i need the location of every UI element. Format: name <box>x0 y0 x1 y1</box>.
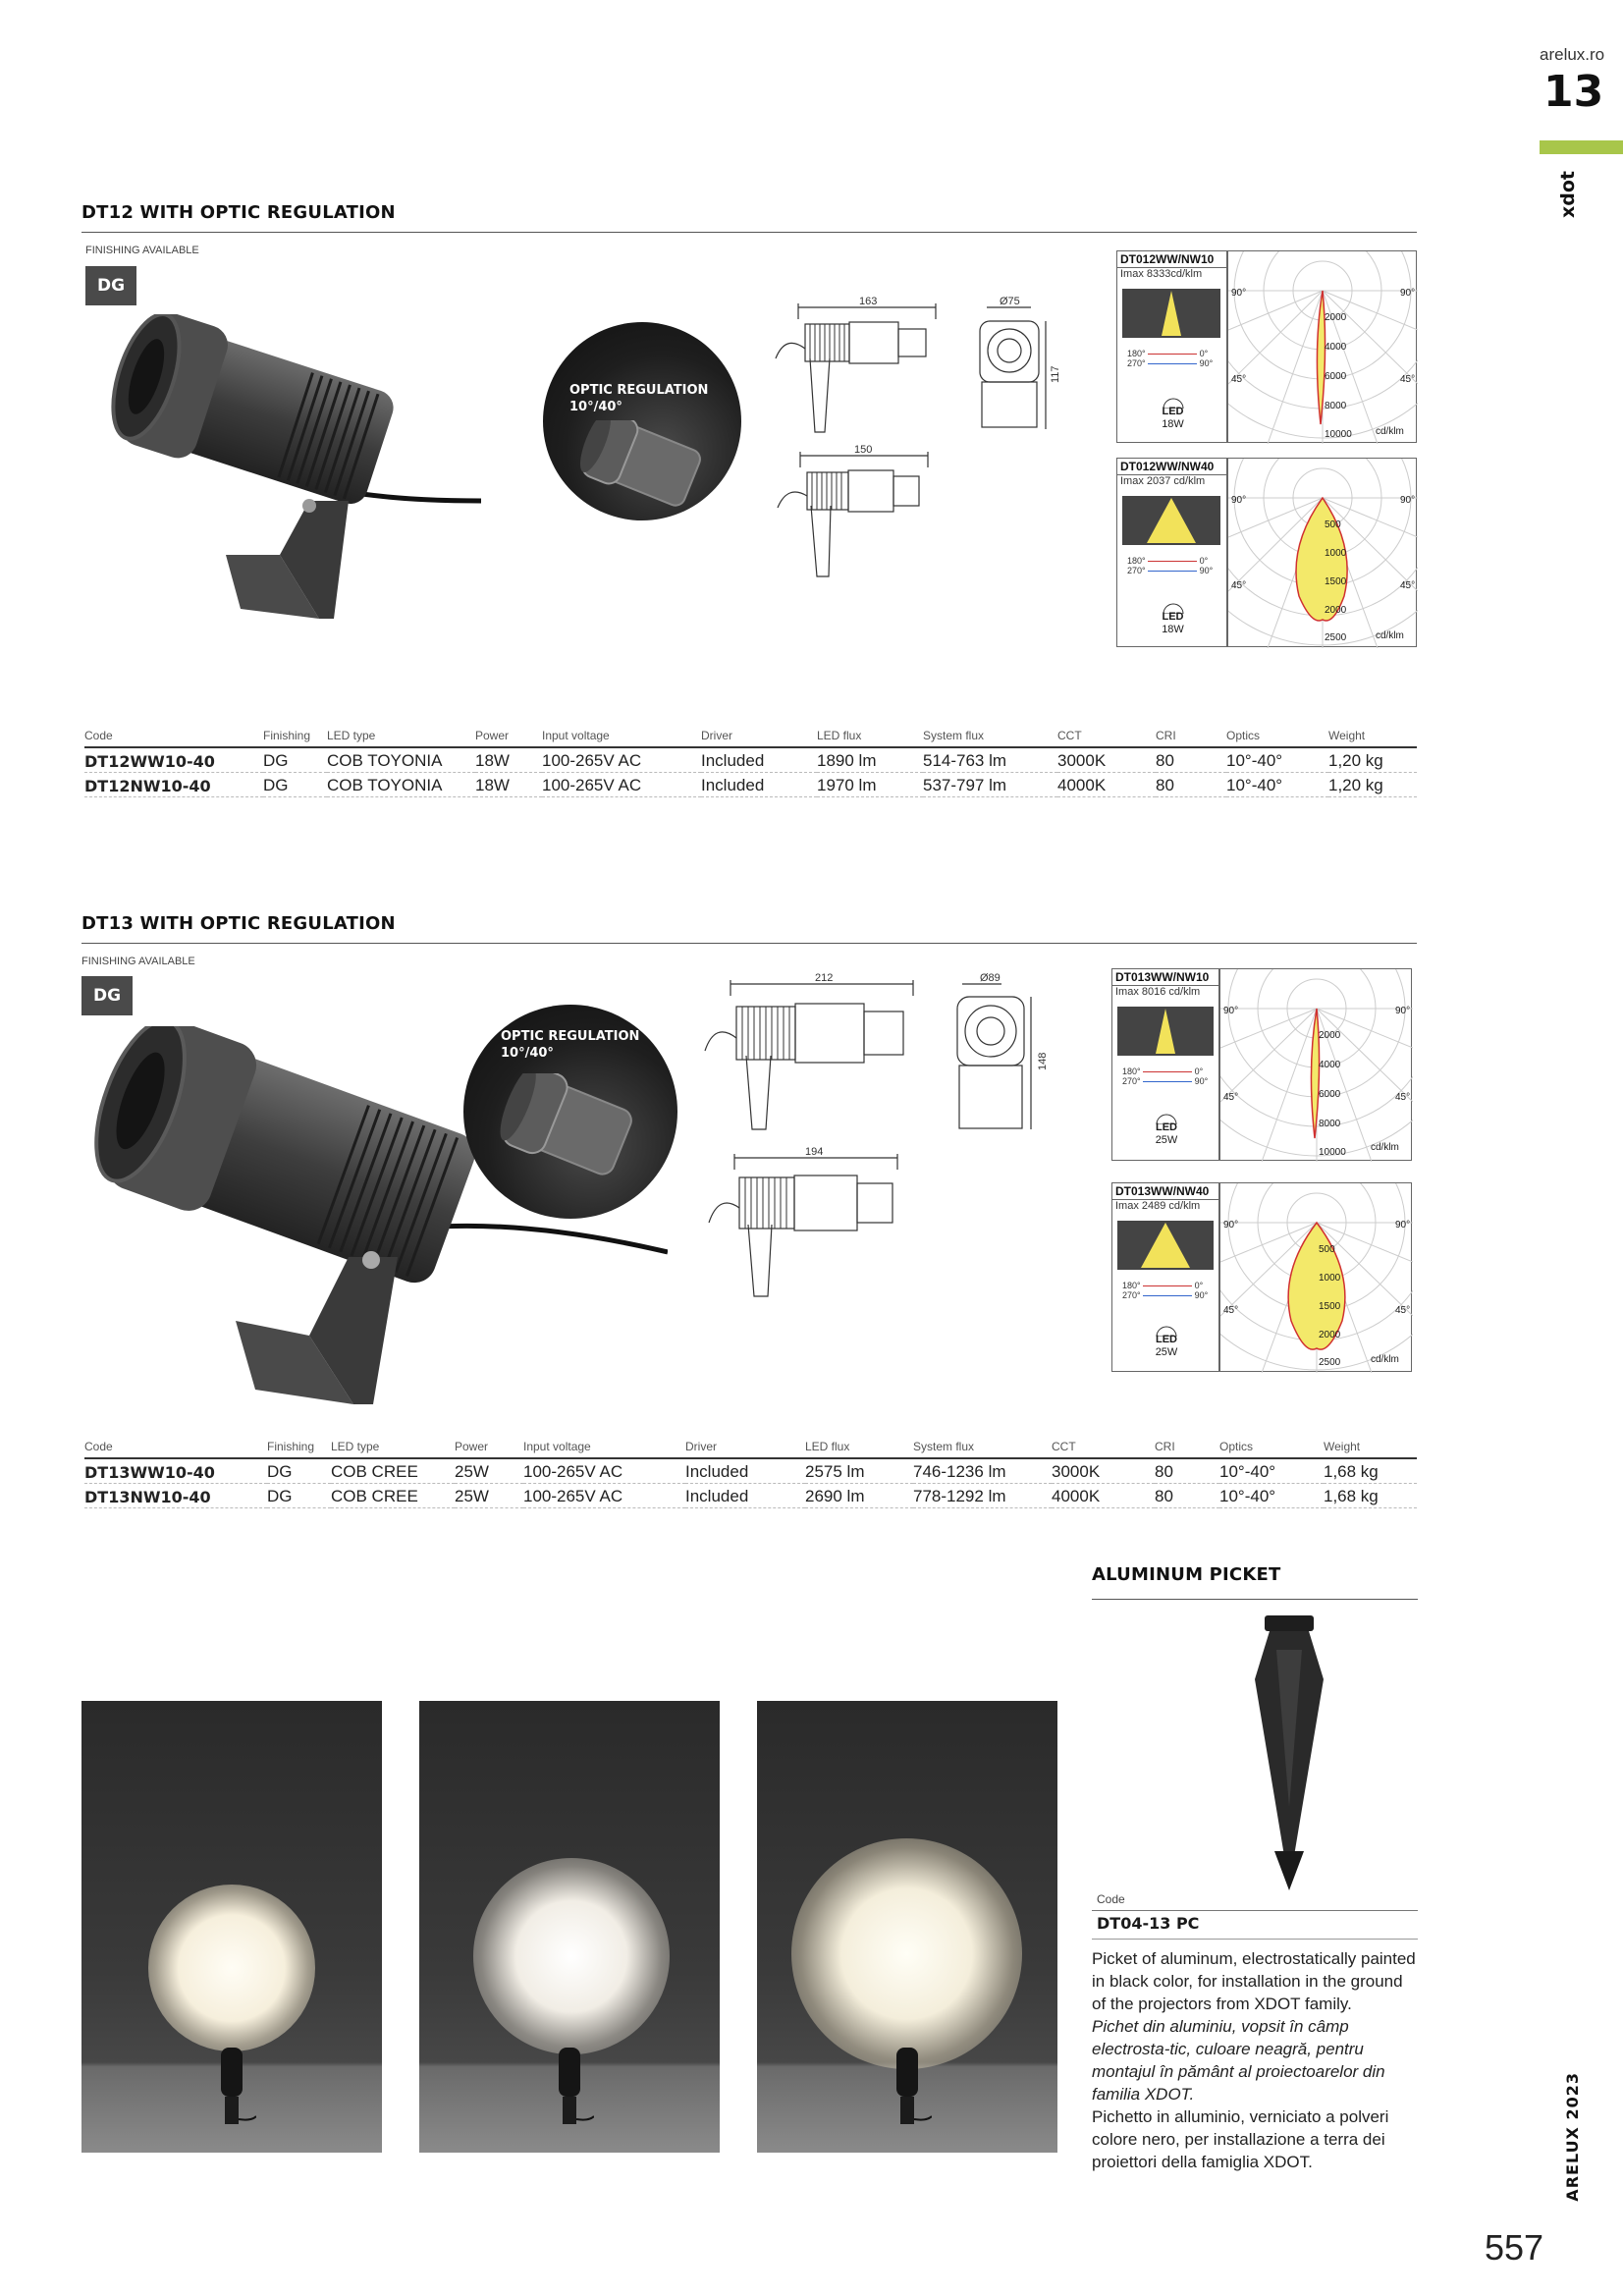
optic-lens-detail <box>498 1073 655 1181</box>
led-label: LED <box>1156 1334 1177 1345</box>
legend-lines: 180° 0° 270° 90° <box>1122 1281 1209 1300</box>
optic-regulation-callout-dt12 <box>543 322 741 520</box>
finishing-label-dt13: FINISHING AVAILABLE <box>81 956 195 967</box>
projector-silhouette <box>207 2043 256 2131</box>
product-image-dt12 <box>108 314 481 638</box>
technical-drawing-dt12 <box>746 290 1080 584</box>
beam-icon <box>1122 496 1220 545</box>
picket-code-label: Code <box>1097 1892 1125 1906</box>
picket-code-rule-bottom <box>1092 1939 1418 1940</box>
table-row: DT12NW10-40 DG COB TOYONIA 18W 100-265V AC Included 1970 lm 537-797 lm 4000K 80 10°-40° 1,20 kg <box>84 773 1417 797</box>
projector-silhouette <box>883 2043 932 2131</box>
polar-plot: 90° 90° 45° 45° 500 1000 1500 2000 2500 cd/klm <box>1219 1182 1412 1372</box>
light-spot <box>791 1838 1022 2069</box>
dim-height: 117 <box>1050 365 1061 383</box>
polar-plot: 90° 90° 45° 45° 500 1000 1500 2000 2500 cd/klm <box>1227 458 1417 647</box>
section-rule-dt12 <box>81 232 1417 233</box>
legend-lines: 180° 0° 270° 90° <box>1127 349 1214 368</box>
power-label: 25W <box>1155 1346 1178 1358</box>
diagram-legend-box <box>1111 1182 1219 1372</box>
brand-vertical-label: xdot <box>1557 171 1579 218</box>
diagram-code: DT013WW/NW10 <box>1112 969 1218 986</box>
led-label: LED <box>1162 611 1184 623</box>
section-title-dt13: DT13 WITH OPTIC REGULATION <box>81 913 396 934</box>
power-label: 18W <box>1162 418 1184 430</box>
site-url[interactable]: arelux.ro <box>1540 45 1605 64</box>
page-number: 557 <box>1485 2227 1544 2268</box>
legend-lines: 180° 0° 270° 90° <box>1127 556 1214 575</box>
chapter-number: 13 <box>1543 67 1604 117</box>
section-rule-picket <box>1092 1599 1418 1600</box>
optic-regulation-range: 10°/40° <box>569 400 622 414</box>
table-header-row: Code Finishing LED type Power Input voltage Driver LED flux System flux CCT CRI Optics Weight <box>84 1440 1417 1458</box>
beam-photo-40deg <box>757 1701 1057 2153</box>
light-spot <box>473 1858 670 2054</box>
diagram-imax: Imax 8333cd/klm <box>1120 268 1203 280</box>
beam-icon <box>1117 1007 1214 1056</box>
diagram-legend-box <box>1111 968 1219 1161</box>
finish-badge-dt13: DG <box>81 976 133 1015</box>
picket-code: DT04-13 PC <box>1097 1914 1200 1933</box>
section-title-dt12: DT12 WITH OPTIC REGULATION <box>81 202 396 223</box>
polar-plot: 90° 90° 45° 45° 2000 4000 6000 8000 10000 cd/klm <box>1227 250 1417 443</box>
dim-length-bottom: 194 <box>805 1146 824 1158</box>
table-row: DT13WW10-40 DG COB CREE 25W 100-265V AC Included 2575 lm 746-1236 lm 3000K 80 10°-40° 1,68 kg <box>84 1458 1417 1484</box>
dim-length-top: 163 <box>859 296 878 307</box>
chapter-accent-bar <box>1540 140 1623 154</box>
technical-drawing-dt13 <box>677 967 1060 1306</box>
beam-icon <box>1117 1221 1214 1270</box>
spec-table-dt12 <box>84 729 1417 797</box>
beam-photo-25deg <box>419 1701 720 2153</box>
legend-lines: 180° 0° 270° 90° <box>1122 1066 1209 1086</box>
led-label: LED <box>1162 406 1184 417</box>
polar-plot: 90° 90° 45° 45° 2000 4000 6000 8000 10000 cd/klm <box>1219 968 1412 1161</box>
table-row: DT13NW10-40 DG COB CREE 25W 100-265V AC Included 2690 lm 778-1292 lm 4000K 80 10°-40° 1,68 kg <box>84 1484 1417 1508</box>
finishing-label-dt12: FINISHING AVAILABLE <box>85 245 199 256</box>
table-header-row: Code Finishing LED type Power Input voltage Driver LED flux System flux CCT CRI Optics Weight <box>84 729 1417 747</box>
diagram-legend-box <box>1116 458 1227 647</box>
section-title-picket: ALUMINUM PICKET <box>1092 1564 1281 1585</box>
light-spot <box>148 1885 315 2051</box>
diagram-legend-box <box>1116 250 1227 443</box>
diagram-imax: Imax 8016 cd/klm <box>1115 986 1201 998</box>
picket-image <box>1245 1611 1333 1895</box>
beam-photo-10deg <box>81 1701 382 2153</box>
dim-diameter: Ø75 <box>1000 296 1020 307</box>
catalog-vertical-label: ARELUX 2023 <box>1563 2072 1582 2202</box>
diagram-code: DT012WW/NW10 <box>1117 251 1226 268</box>
picket-desc-en: Picket of aluminum, electrostatically painted in black color, for installation in the ground of the projectors from XDOT family. <box>1092 1949 1416 2013</box>
optic-regulation-label: OPTIC REGULATION <box>501 1029 640 1044</box>
dim-length-bottom: 150 <box>854 444 873 456</box>
picket-code-rule <box>1092 1910 1418 1911</box>
optic-regulation-label: OPTIC REGULATION <box>569 383 709 398</box>
picket-description <box>1092 1947 1421 2173</box>
photometric-diagram-dt13-nw40 <box>1111 1182 1412 1372</box>
spec-table-dt13 <box>84 1440 1417 1508</box>
picket-desc-ro: Pichet din aluminiu, vopsit în câmp electrosta-tic, culoare neagră, pentru montajul în pământ al proiectoarelor din familia XDOT. <box>1092 2017 1385 2104</box>
picket-desc-it: Pichetto in alluminio, verniciato a polveri colore nero, per installazione a terra dei proiettori della famiglia XDOT. <box>1092 2107 1389 2171</box>
diagram-imax: Imax 2489 cd/klm <box>1115 1200 1201 1212</box>
dim-diameter: Ø89 <box>980 972 1001 984</box>
photometric-diagram-dt13-nw10 <box>1111 968 1412 1161</box>
optic-lens-detail <box>577 420 725 509</box>
power-label: 18W <box>1162 624 1184 635</box>
photometric-diagram-dt12-nw40 <box>1116 458 1417 647</box>
finish-badge-dt12: DG <box>85 266 136 305</box>
section-rule-dt13 <box>81 943 1417 944</box>
dim-height: 148 <box>1037 1052 1049 1070</box>
optic-regulation-callout-dt13 <box>463 1005 677 1219</box>
table-row: DT12WW10-40 DG COB TOYONIA 18W 100-265V AC Included 1890 lm 514-763 lm 3000K 80 10°-40° 1,20 kg <box>84 747 1417 773</box>
photometric-diagram-dt12-nw10 <box>1116 250 1417 443</box>
optic-regulation-range: 10°/40° <box>501 1046 554 1061</box>
power-label: 25W <box>1155 1134 1178 1146</box>
diagram-imax: Imax 2037 cd/klm <box>1120 475 1206 487</box>
dim-length-top: 212 <box>815 972 834 984</box>
led-label: LED <box>1156 1121 1177 1133</box>
beam-icon <box>1122 289 1220 338</box>
projector-silhouette <box>545 2043 594 2131</box>
diagram-code: DT012WW/NW40 <box>1117 459 1226 475</box>
diagram-code: DT013WW/NW40 <box>1112 1183 1218 1200</box>
